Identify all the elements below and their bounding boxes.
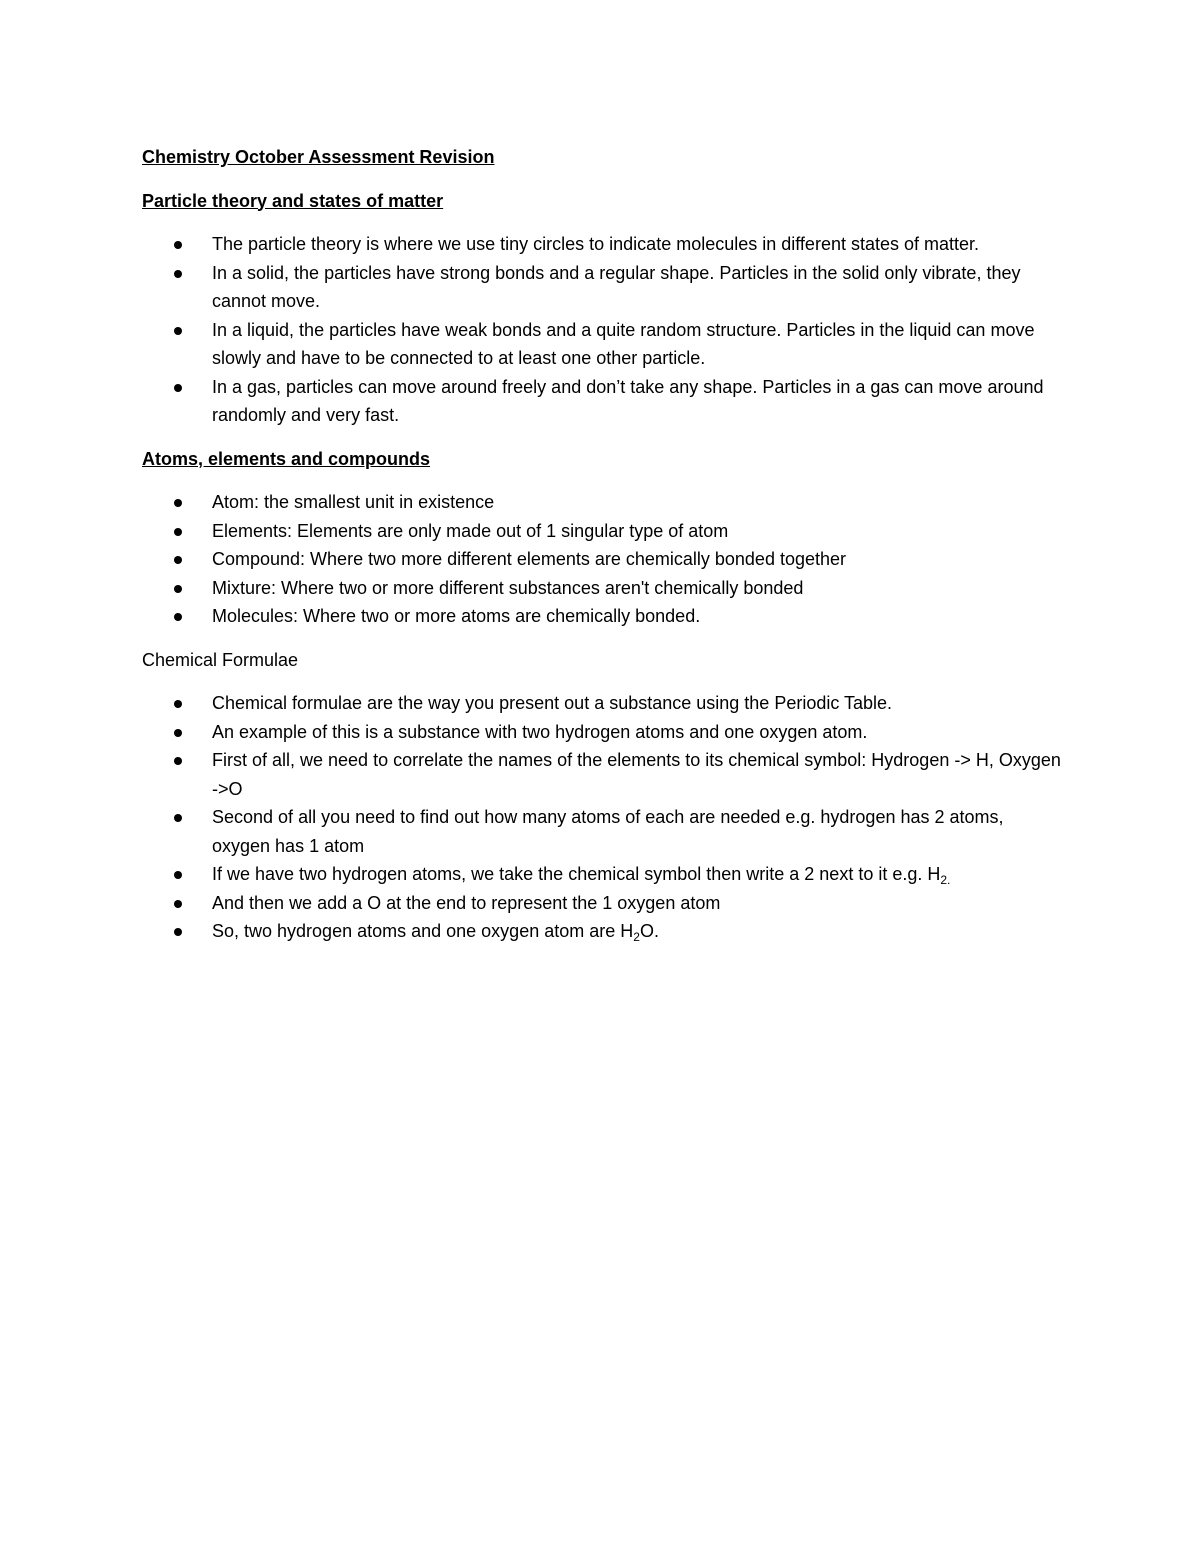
list-item: In a gas, particles can move around freely and don’t take any shape. Particles in a gas can move around randomly and very fast.	[142, 373, 1062, 430]
bullet-icon	[174, 928, 182, 936]
bullet-icon	[174, 327, 182, 335]
bullet-icon	[174, 384, 182, 392]
list-item: Chemical formulae are the way you present out a substance using the Periodic Table.	[142, 689, 1062, 718]
bullet-icon	[174, 270, 182, 278]
bullet-icon	[174, 241, 182, 249]
document-content	[142, 143, 1062, 961]
bullet-icon	[174, 528, 182, 536]
bullet-icon	[174, 814, 182, 822]
bullet-icon	[174, 585, 182, 593]
bullet-icon	[174, 900, 182, 908]
bullet-icon	[174, 729, 182, 737]
list-item: An example of this is a substance with two hydrogen atoms and one oxygen atom.	[142, 718, 1062, 747]
bullet-icon	[174, 499, 182, 507]
list-item: Second of all you need to find out how many atoms of each are needed e.g. hydrogen has 2 atoms, oxygen has 1 atom	[142, 803, 1062, 860]
document-title: Chemistry October Assessment Revision	[142, 147, 495, 167]
list-item: Mixture: Where two or more different substances aren't chemically bonded	[142, 574, 1062, 603]
chemical-formulae-list	[142, 689, 1062, 946]
list-item: And then we add a O at the end to represent the 1 oxygen atom	[142, 889, 1062, 918]
section-heading-atoms-elements: Atoms, elements and compounds	[142, 448, 431, 469]
list-item: If we have two hydrogen atoms, we take the chemical symbol then write a 2 next to it e.g. $H_{2.}$	[142, 860, 1062, 889]
bullet-icon	[174, 700, 182, 708]
section-heading-particle-theory: Particle theory and states of matter	[142, 190, 444, 211]
bullet-icon	[174, 757, 182, 765]
list-item: In a solid, the particles have strong bonds and a regular shape. Particles in the solid only vibrate, they cannot move.	[142, 259, 1062, 316]
list-item: First of all, we need to correlate the names of the elements to its chemical symbol: Hydrogen -> H, Oxygen ->O	[142, 746, 1062, 803]
bullet-icon	[174, 556, 182, 564]
subscript-two: 2.	[940, 873, 951, 887]
bullet-icon	[174, 613, 182, 621]
list-item: In a liquid, the particles have weak bonds and a quite random structure. Particles in the liquid can move slowly and have to be connected to at least one other particle.	[142, 316, 1062, 373]
list-item: Compound: Where two more different elements are chemically bonded together	[142, 545, 1062, 574]
list-item: Molecules: Where two or more atoms are chemically bonded.	[142, 602, 1062, 631]
list-item: So, two hydrogen atoms and one oxygen atom are $H_2O$.	[142, 917, 1062, 946]
section-heading-chemical-formulae: Chemical Formulae	[142, 649, 299, 670]
atoms-elements-list	[142, 488, 1062, 631]
subscript-two: 2	[633, 930, 640, 944]
list-item: Atom: the smallest unit in existence	[142, 488, 1062, 517]
particle-theory-list	[142, 230, 1062, 430]
bullet-icon	[174, 871, 182, 879]
list-item: Elements: Elements are only made out of 1 singular type of atom	[142, 517, 1062, 546]
list-item: The particle theory is where we use tiny circles to indicate molecules in different states of matter.	[142, 230, 1062, 259]
